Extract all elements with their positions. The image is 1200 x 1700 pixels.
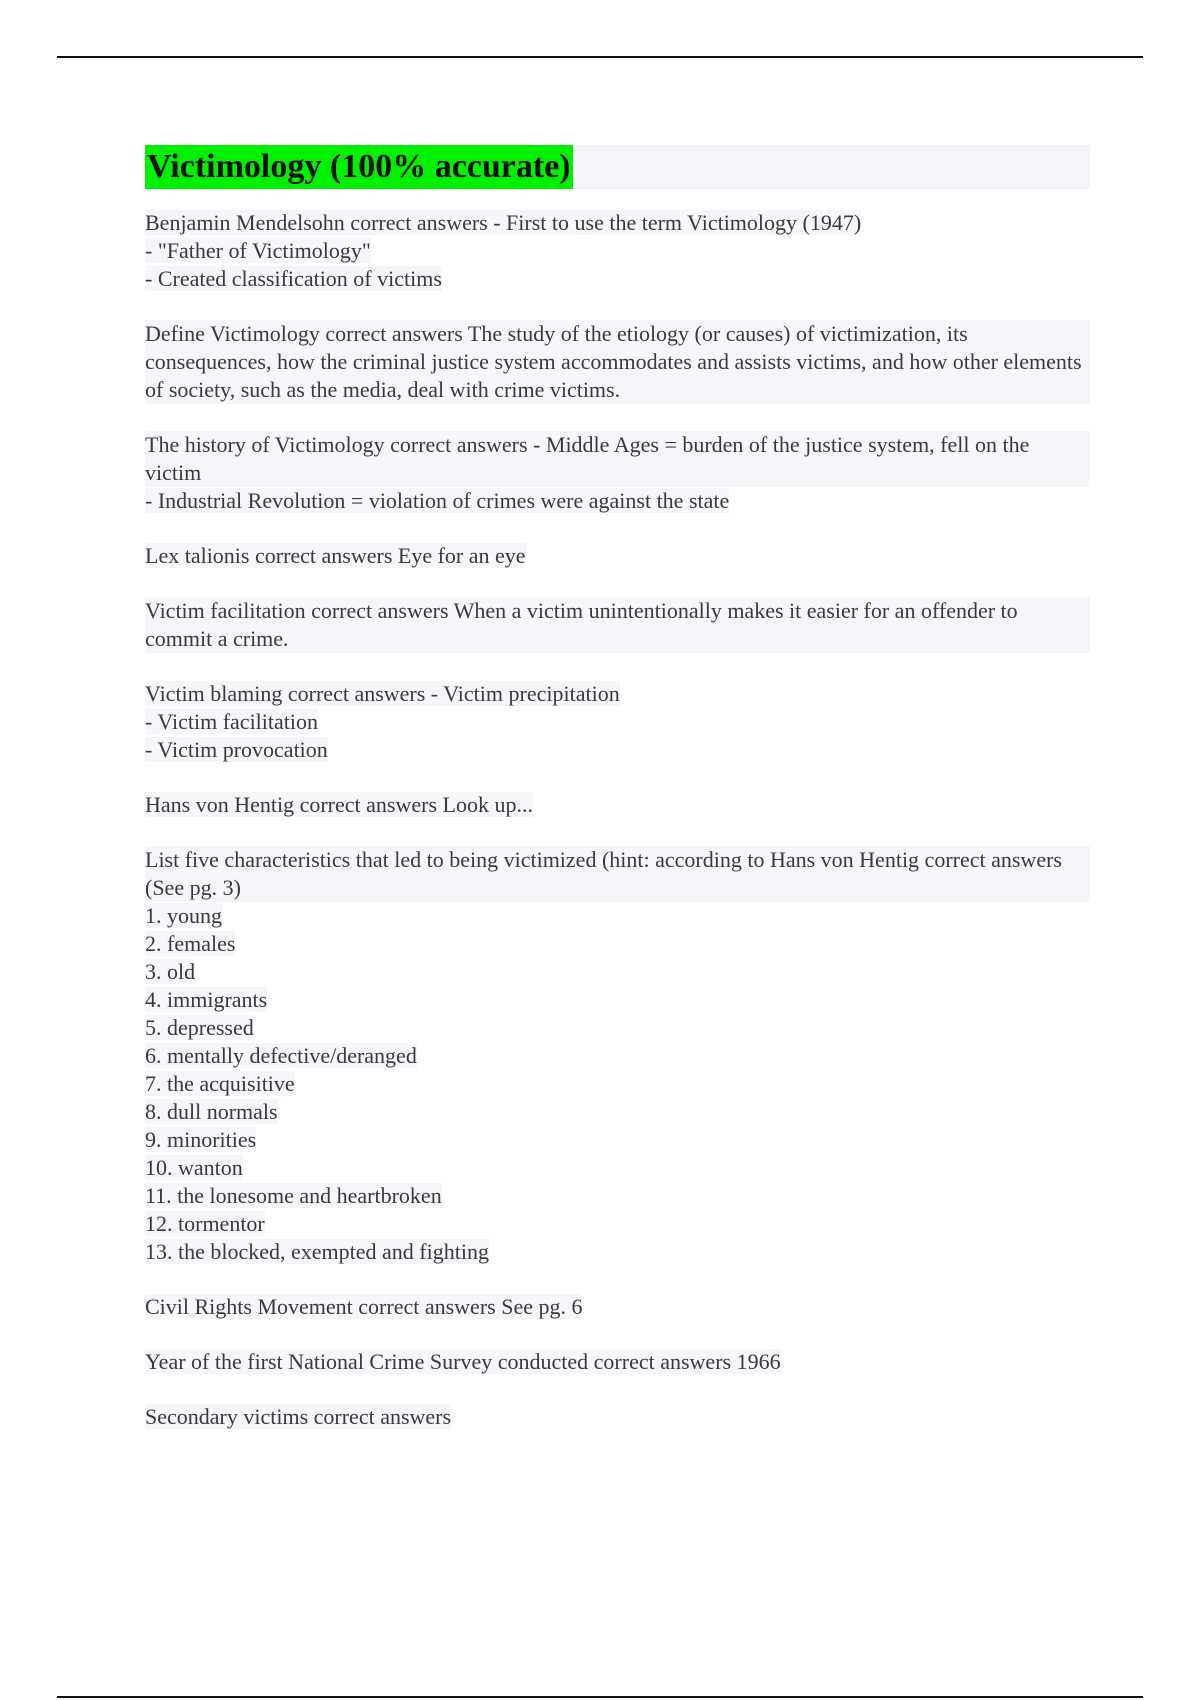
qa-entry-civil-rights: [145, 1293, 1090, 1321]
entry-paragraph: Define Victimology correct answers The study of the etiology (or causes) of victimization, its consequences, how the criminal justice system accommodates and assists victims, and how other elements of society, such as the media, deal with crime victims.: [145, 320, 1090, 404]
entry-paragraph: List five characteristics that led to being victimized (hint: according to Hans von Hentig correct answers (See pg. 3): [145, 846, 1090, 902]
entry-line: Hans von Hentig correct answers Look up...: [145, 792, 533, 817]
list-item: 3. old: [145, 959, 196, 984]
entry-line: Year of the first National Crime Survey conducted correct answers 1966: [145, 1349, 781, 1374]
entry-line: - Created classification of victims: [145, 266, 442, 291]
list-item: 13. the blocked, exempted and fighting: [145, 1239, 489, 1264]
document-body: [145, 145, 1090, 1458]
page-title: Victimology (100% accurate): [145, 145, 573, 189]
entry-line: Lex talionis correct answers Eye for an eye: [145, 543, 526, 568]
qa-entry-five-characteristics: [145, 846, 1090, 1266]
footer-rule: [57, 1696, 1143, 1698]
entry-line: Victim blaming correct answers - Victim precipitation: [145, 681, 620, 706]
entry-line: - Victim provocation: [145, 737, 328, 762]
qa-entry-history: [145, 431, 1090, 515]
list-item: 5. depressed: [145, 1015, 254, 1040]
qa-entry-victim-blaming: [145, 680, 1090, 764]
qa-entry-lex-talionis: [145, 542, 1090, 570]
entry-line: - "Father of Victimology": [145, 238, 371, 263]
list-item: 10. wanton: [145, 1155, 243, 1180]
list-item: 8. dull normals: [145, 1099, 278, 1124]
qa-entry-hans-von-hentig: [145, 791, 1090, 819]
qa-entry-mendelsohn: [145, 209, 1090, 293]
header-rule: [57, 56, 1143, 58]
entry-paragraph: The history of Victimology correct answers - Middle Ages = burden of the justice system, fell on the victim: [145, 431, 1090, 487]
list-item: 11. the lonesome and heartbroken: [145, 1183, 442, 1208]
list-item: 7. the acquisitive: [145, 1071, 295, 1096]
qa-entry-victim-facilitation: [145, 597, 1090, 653]
list-item: 6. mentally defective/deranged: [145, 1043, 417, 1068]
qa-entry-national-crime-survey: [145, 1348, 1090, 1376]
list-item: 1. young: [145, 903, 222, 928]
entry-line: Secondary victims correct answers: [145, 1404, 452, 1429]
entry-line: Benjamin Mendelsohn correct answers - First to use the term Victimology (1947): [145, 210, 862, 235]
qa-entry-define-victimology: [145, 320, 1090, 404]
entry-line: - Victim facilitation: [145, 709, 319, 734]
qa-entry-secondary-victims: [145, 1403, 1090, 1431]
list-item: 4. immigrants: [145, 987, 268, 1012]
list-item: 9. minorities: [145, 1127, 257, 1152]
entry-line: Civil Rights Movement correct answers See pg. 6: [145, 1294, 583, 1319]
title-bar: [145, 145, 1090, 189]
entry-paragraph: Victim facilitation correct answers When a victim unintentionally makes it easier for an offender to commit a crime.: [145, 597, 1090, 653]
list-item: 2. females: [145, 931, 236, 956]
list-item: 12. tormentor: [145, 1211, 265, 1236]
entry-line: - Industrial Revolution = violation of crimes were against the state: [145, 488, 730, 513]
